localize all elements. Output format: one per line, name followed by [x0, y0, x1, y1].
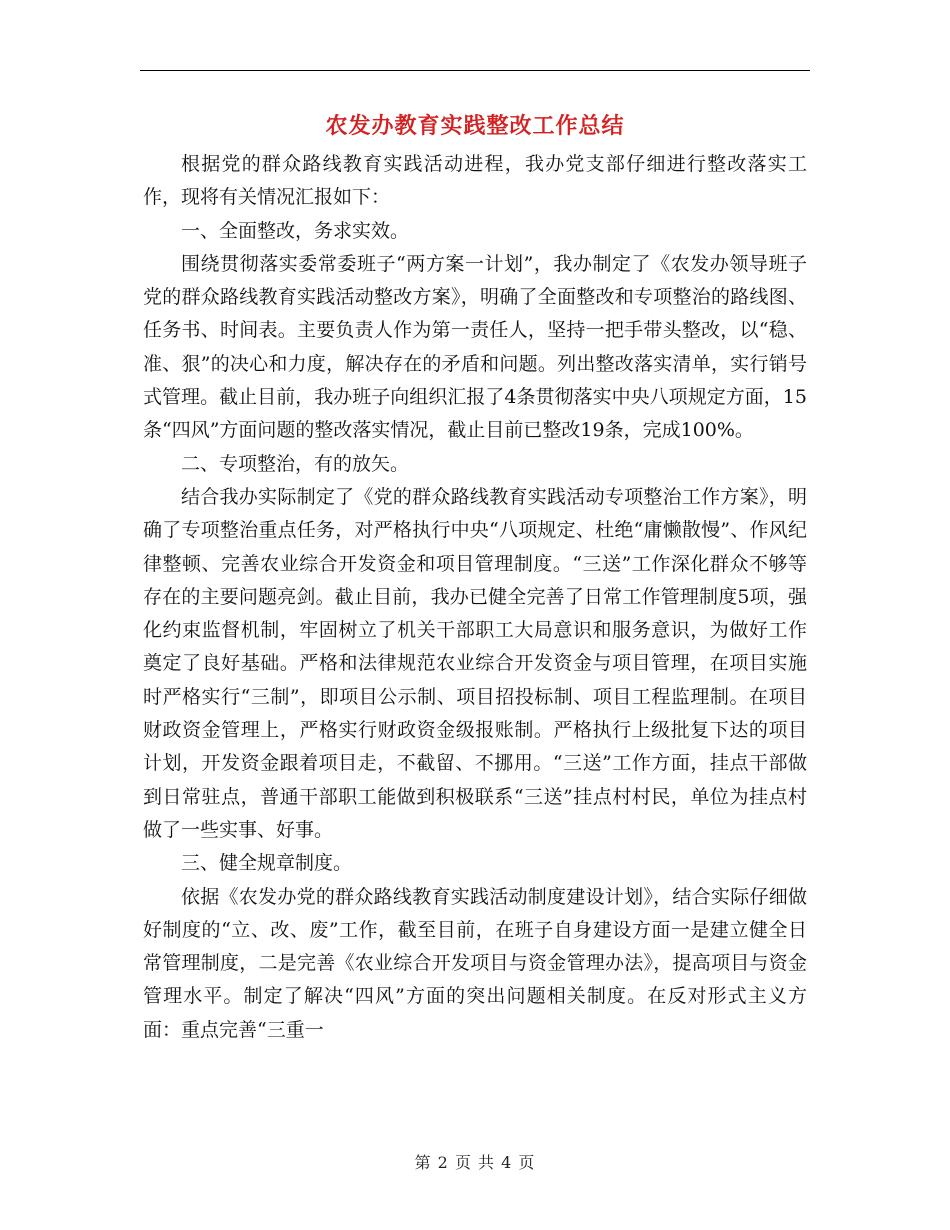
document-title: 农发办教育实践整改工作总结 [325, 113, 625, 139]
paragraph-section-3: 依据《农发办党的群众路线教育实践活动制度建设计划》，结合实际仔细做好制度的“立、改、废”工作，截至目前，在班子自身建设方面一是建立健全日常管理制度，二是完善《农业综合开发项目与资金管理办法》，提高项目与资金管理水平。制定了解决“四风”方面的突出问题相关制度。在反对形式主义方面：重点完善“三重一 [143, 885, 807, 1041]
header-rule [140, 70, 810, 71]
page-number-footer: 第 2 页 共 4 页 [414, 1153, 536, 1172]
paragraph-section-1: 围绕贯彻落实委常委班子“两方案一计划”，我办制定了《农发办领导班子党的群众路线教育实践活动整改方案》，明确了全面整改和专项整治的路线图、任务书、时间表。主要负责人作为第一责任人，坚持一把手带头整改，以“稳、准、狠”的决心和力度，解决存在的矛盾和问题。列出整改落实清单，实行销号式管理。截止目前，我办班子向组织汇报了4条贯彻落实中央八项规定方面，15条“四风”方面问题的整改落实情况，截止目前已整改19条，完成100%。 [143, 252, 807, 442]
section-heading-1: 一、全面整改，务求实效。 [181, 219, 410, 242]
paragraph-section-2: 结合我办实际制定了《党的群众路线教育实践活动专项整治工作方案》，明确了专项整治重点任务，对严格执行中央“八项规定、杜绝“庸懒散慢”、作风纪律整顿、完善农业综合开发资金和项目管理制度。“三送”工作深化群众不够等存在的主要问题亮剑。截止目前，我办已健全完善了日常工作管理制度5项，强化约束监督机制，牢固树立了机关干部职工大局意识和服务意识，为做好工作奠定了良好基础。严格和法律规范农业综合开发资金与项目管理，在项目实施时严格实行“三制”，即项目公示制、项目招投标制、项目工程监理制。在项目财政资金管理上，严格实行财政资金级报账制。严格执行上级批复下达的项目计划，开发资金跟着项目走，不截留、不挪用。“三送”工作方面，挂点干部做到日常驻点，普通干部职工能做到积极联系“三送”挂点村村民，单位为挂点村做了一些实事、好事。 [143, 485, 807, 841]
paragraph-intro: 根据党的群众路线教育实践活动进程，我办党支部仔细进行整改落实工作，现将有关情况汇报如下： [143, 153, 807, 209]
document-body [143, 148, 807, 1047]
section-heading-3: 三、健全规章制度。 [181, 852, 353, 875]
section-heading-2: 二、专项整治，有的放矢。 [181, 452, 410, 475]
